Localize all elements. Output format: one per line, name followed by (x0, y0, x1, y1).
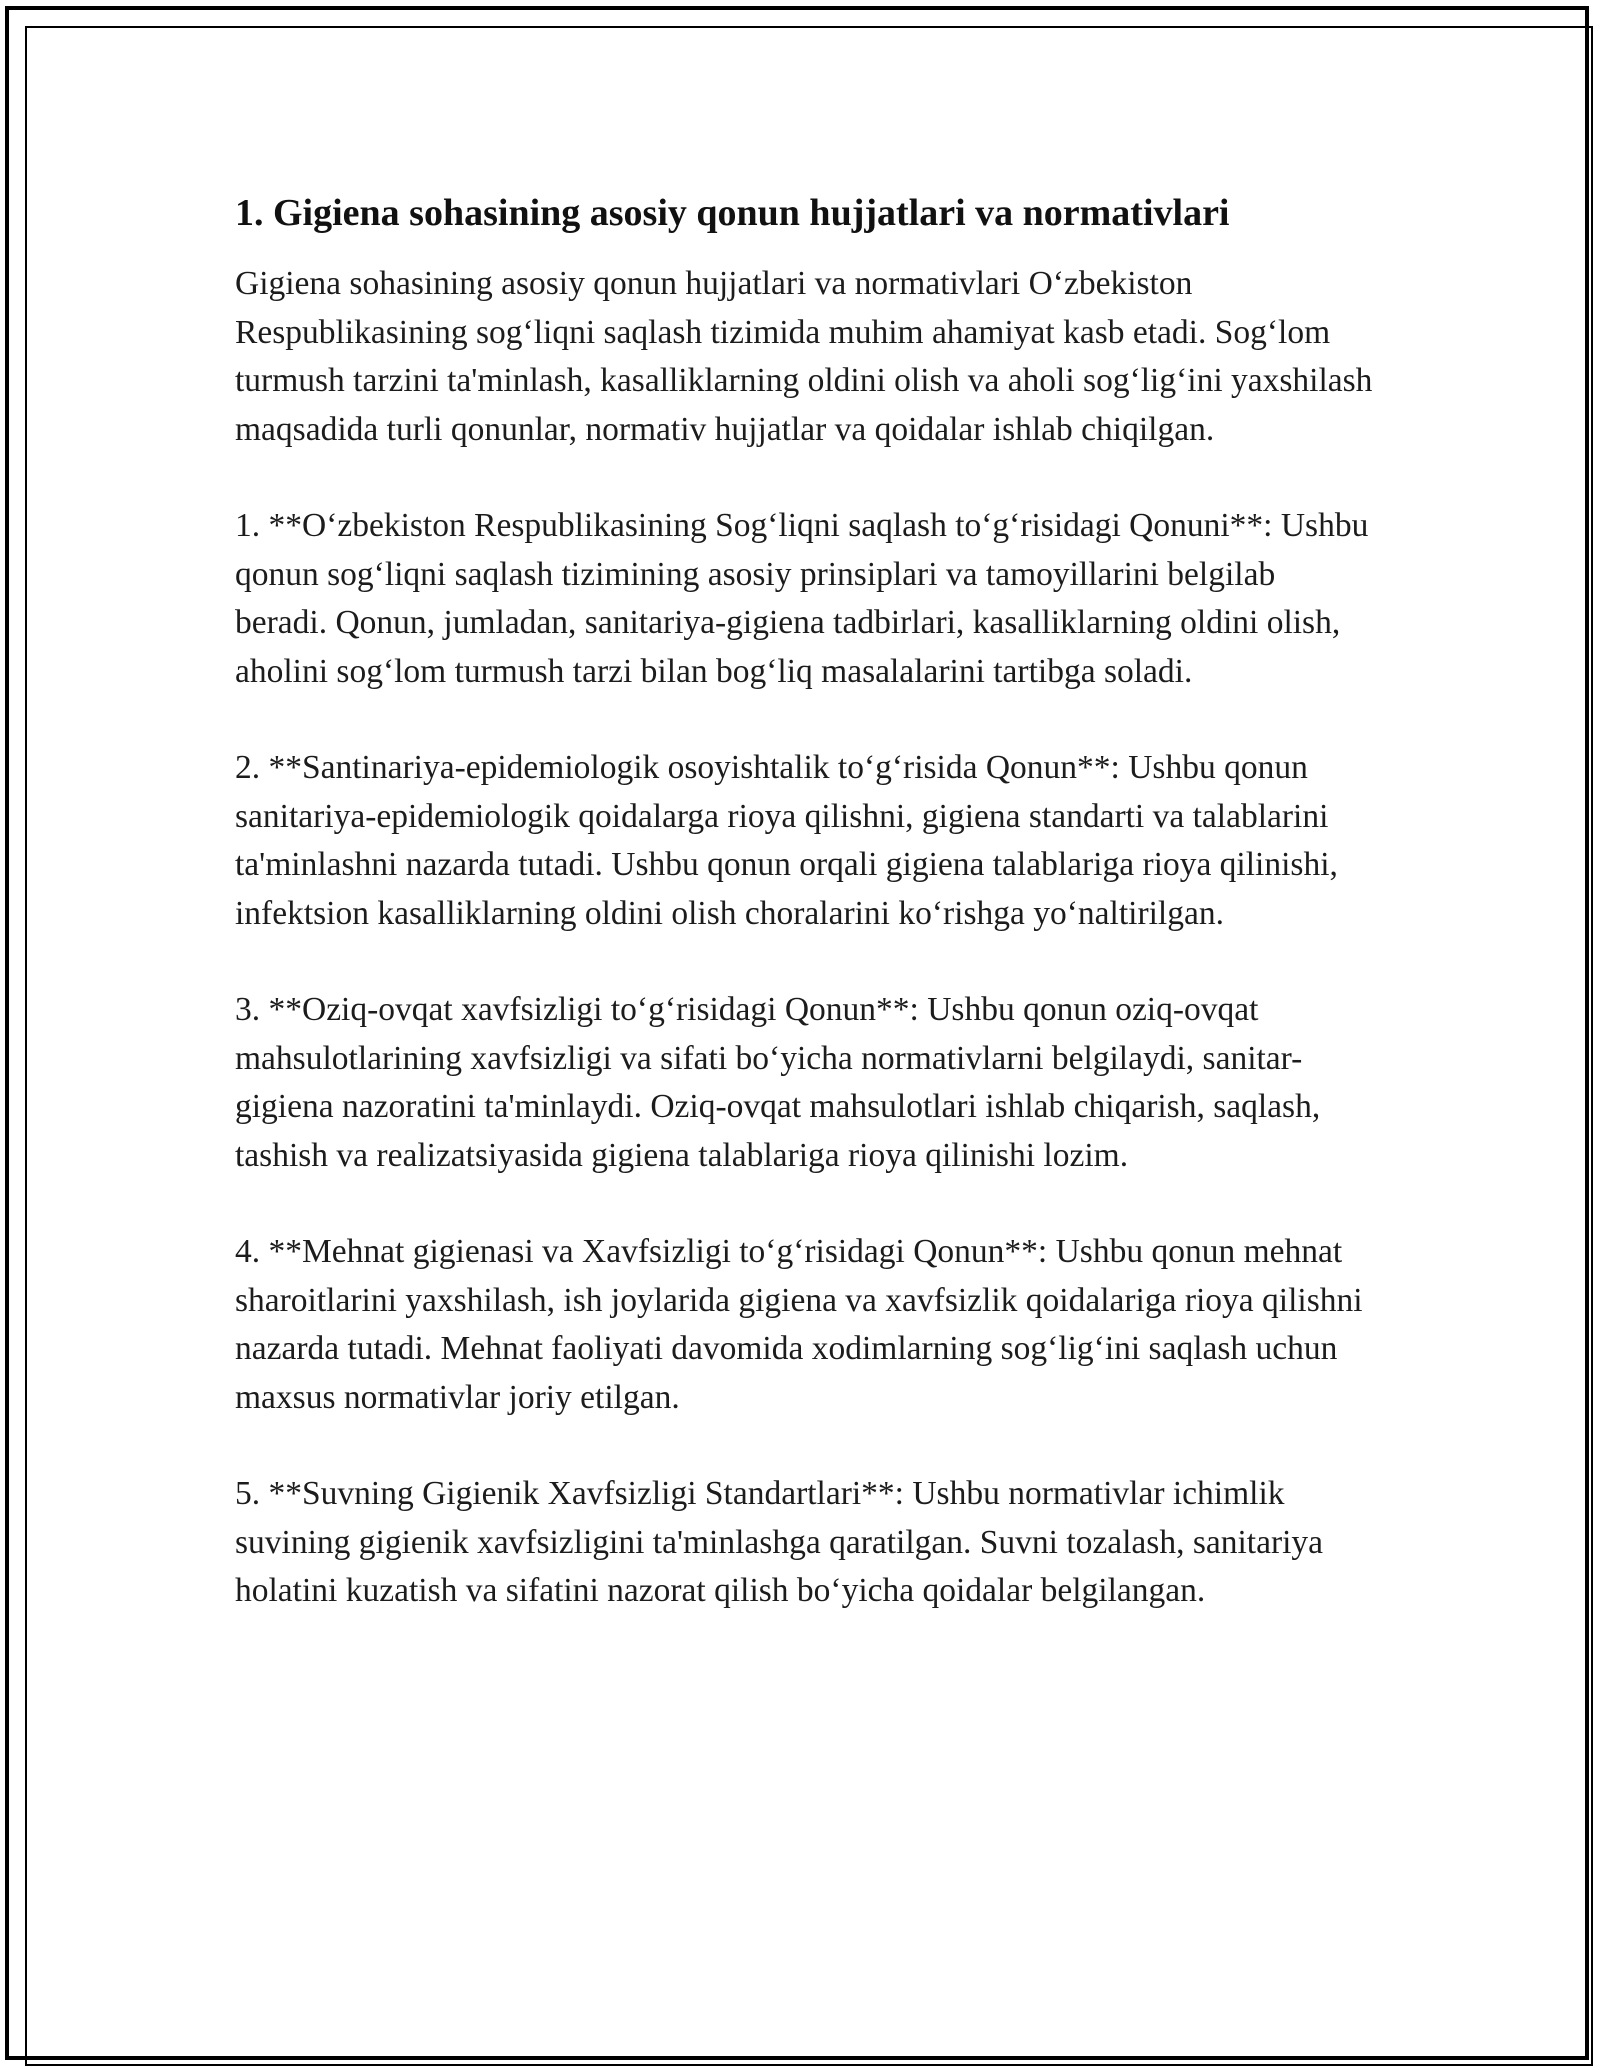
intro-paragraph: Gigiena sohasining asosiy qonun hujjatlari va normativlari O‘zbekiston Respublikasining sog‘liqni saqlash tizimida muhim ahamiyat kasb etadi. Sog‘lom turmush tarzini ta'minlash, kasalliklarning oldini olish va aholi sog‘lig‘ini yaxshilash maqsadida turli qonunlar, normativ hujjatlar va qoidalar ishlab chiqilgan. (235, 265, 1373, 448)
section-heading: 1. Gigiena sohasining asosiy qonun hujjatlari va normativlari (235, 192, 1230, 234)
list-item-3: 3. **Oziq-ovqat xavfsizligi to‘g‘risidagi Qonun**: Ushbu qonun oziq-ovqat mahsulotlarining xavfsizligi va sifati bo‘yicha normativlarni belgilaydi, sanitar-gigiena nazoratini ta'minlaydi. Oziq-ovqat mahsulotlari ishlab chiqarish, saqlash, tashish va realizatsiyasida gigiena talablariga rioya qilinishi lozim. (235, 991, 1321, 1174)
list-item-5: 5. **Suvning Gigienik Xavfsizligi Standartlari**: Ushbu normativlar ichimlik suvining gigienik xavfsizligini ta'minlashga qaratilgan. Suvni tozalash, sanitariya holatini kuzatish va sifatini nazorat qilish bo‘yicha qoidalar belgilangan. (235, 1475, 1324, 1609)
list-item-1: 1. **O‘zbekiston Respublikasining Sog‘liqni saqlash to‘g‘risidagi Qonuni**: Ushbu qonun sog‘liqni saqlash tizimining asosiy prinsiplari va tamoyillarini belgilab beradi. Qonun, jumladan, sanitariya-gigiena tadbirlari, kasalliklarning oldini olish, aholini sog‘lom turmush tarzi bilan bog‘liq masalalarini tartibga soladi. (235, 507, 1369, 690)
list-item-2: 2. **Santinariya-epidemiologik osoyishtalik to‘g‘risida Qonun**: Ushbu qonun sanitariya-epidemiologik qoidalarga rioya qilishni, gigiena standarti va talablarini ta'minlashni nazarda tutadi. Ushbu qonun orqali gigiena talablariga rioya qilinishi, infektsion kasalliklarning oldini olish choralarini ko‘rishga yo‘naltirilgan. (235, 749, 1338, 932)
document-body (235, 186, 1375, 1616)
list-item-4: 4. **Mehnat gigienasi va Xavfsizligi to‘g‘risidagi Qonun**: Ushbu qonun mehnat sharoitlarini yaxshilash, ish joylarida gigiena va xavfsizlik qoidalariga rioya qilishni nazarda tutadi. Mehnat faoliyati davomida xodimlarning sog‘lig‘ini saqlash uchun maxsus normativlar joriy etilgan. (235, 1233, 1363, 1416)
